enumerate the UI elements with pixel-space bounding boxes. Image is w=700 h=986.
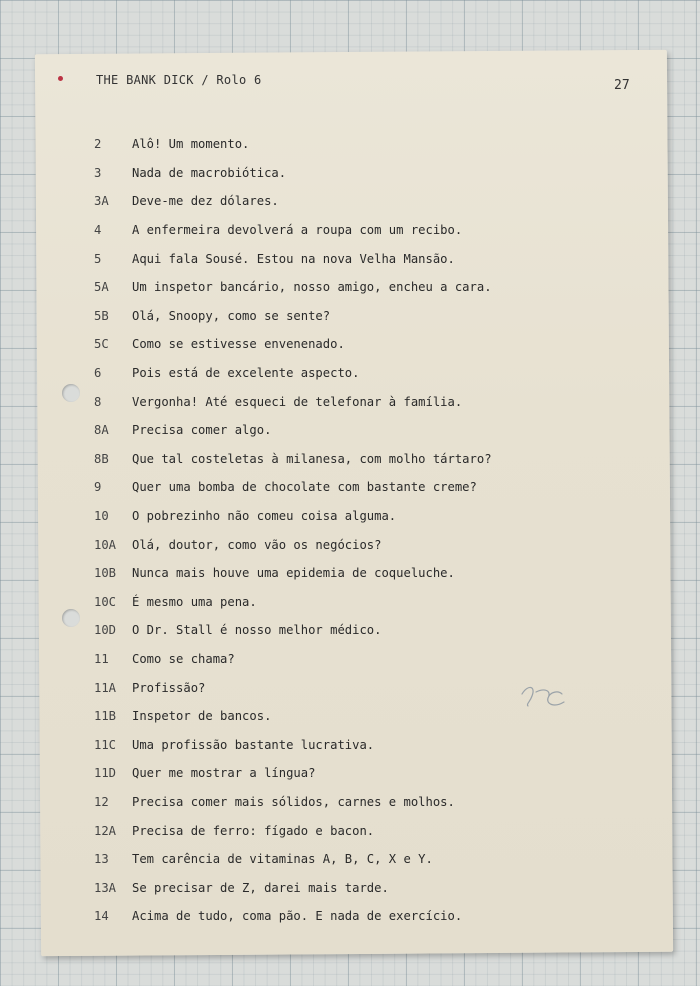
dialogue-line (94, 759, 654, 788)
dialogue-line (94, 902, 654, 931)
line-number: 11 (94, 651, 109, 666)
dialogue-line (94, 445, 654, 474)
line-number: 14 (94, 909, 109, 924)
line-number: 9 (94, 480, 102, 495)
line-number: 12 (94, 794, 109, 809)
handwritten-mark-icon (518, 680, 570, 714)
line-text: Profissão? (132, 680, 206, 695)
line-number: 2 (94, 137, 102, 152)
page-number: 27 (614, 78, 630, 93)
line-number: 8B (94, 451, 109, 466)
line-text: Acima de tudo, coma pão. E nada de exercício. (132, 909, 463, 924)
line-text: Olá, Snoopy, como se sente? (132, 308, 331, 323)
line-text: Que tal costeletas à milanesa, com molho tártaro? (132, 451, 492, 466)
line-text: Como se estivesse envenenado. (132, 337, 345, 352)
line-number: 11C (94, 737, 117, 752)
dialogue-line (94, 530, 654, 559)
line-number: 3A (94, 194, 109, 209)
line-text: Aqui fala Sousé. Estou na nova Velha Mansão. (132, 251, 455, 266)
line-text: Tem carência de vitaminas A, B, C, X e Y. (132, 852, 433, 867)
line-number: 3 (94, 165, 102, 180)
line-number: 6 (94, 366, 102, 381)
line-number: 10D (94, 623, 117, 638)
dialogue-line (94, 330, 654, 359)
dialogue-line (94, 216, 654, 245)
line-text: Um inspetor bancário, nosso amigo, encheu a cara. (132, 280, 492, 295)
line-text: Alô! Um momento. (132, 137, 250, 152)
dialogue-line (94, 845, 654, 874)
line-number: 5 (94, 251, 102, 266)
dialogue-line (94, 673, 654, 702)
line-text: Quer uma bomba de chocolate com bastante creme? (132, 480, 477, 495)
line-number: 8A (94, 423, 109, 438)
dialogue-line (94, 159, 654, 188)
line-text: Precisa de ferro: fígado e bacon. (132, 823, 375, 838)
line-number: 5A (94, 280, 109, 295)
dialogue-line (94, 702, 654, 731)
dialogue-line (94, 187, 654, 216)
line-text: A enfermeira devolverá a roupa com um recibo. (132, 223, 463, 238)
dialogue-line (94, 130, 654, 159)
dialogue-line (94, 502, 654, 531)
line-text: Olá, doutor, como vão os negócios? (132, 537, 382, 552)
dialogue-line (94, 302, 654, 331)
line-text: Pois está de excelente aspecto. (132, 366, 360, 381)
dialogue-line (94, 873, 654, 902)
line-text: Deve-me dez dólares. (132, 194, 279, 209)
line-number: 11A (94, 680, 117, 695)
punch-hole-icon (62, 384, 80, 402)
line-number: 11D (94, 766, 117, 781)
dialogue-line (94, 559, 654, 588)
line-text: Nunca mais houve uma epidemia de coqueluche. (132, 566, 455, 581)
line-number: 11B (94, 709, 117, 724)
red-dot-mark (58, 76, 63, 81)
line-number: 10B (94, 566, 117, 581)
line-text: Uma profissão bastante lucrativa. (132, 737, 375, 752)
line-text: Vergonha! Até esqueci de telefonar à família. (132, 394, 463, 409)
line-number: 10A (94, 537, 117, 552)
dialogue-line (94, 645, 654, 674)
line-number: 5C (94, 337, 109, 352)
dialogue-line (94, 244, 654, 273)
line-number: 8 (94, 394, 102, 409)
page-header-title: THE BANK DICK / Rolo 6 (96, 73, 262, 87)
line-text: Se precisar de Z, darei mais tarde. (132, 880, 389, 895)
line-number: 5B (94, 308, 109, 323)
punch-hole-icon (62, 609, 80, 627)
line-text: É mesmo uma pena. (132, 594, 257, 609)
line-number: 13 (94, 852, 109, 867)
line-text: Precisa comer algo. (132, 423, 272, 438)
dialogue-line (94, 416, 654, 445)
line-number: 10C (94, 594, 117, 609)
line-text: O pobrezinho não comeu coisa alguma. (132, 509, 397, 524)
dialogue-list (94, 130, 654, 931)
dialogue-line (94, 788, 654, 817)
dialogue-line (94, 273, 654, 302)
dialogue-line (94, 387, 654, 416)
line-text: Precisa comer mais sólidos, carnes e molhos. (132, 794, 455, 809)
line-number: 13A (94, 880, 117, 895)
dialogue-line (94, 730, 654, 759)
line-text: Nada de macrobiótica. (132, 165, 287, 180)
line-text: Como se chama? (132, 651, 235, 666)
dialogue-line (94, 359, 654, 388)
dialogue-line (94, 816, 654, 845)
line-number: 12A (94, 823, 117, 838)
dialogue-line (94, 588, 654, 617)
line-number: 4 (94, 223, 102, 238)
line-text: O Dr. Stall é nosso melhor médico. (132, 623, 382, 638)
dialogue-line (94, 473, 654, 502)
dialogue-line (94, 616, 654, 645)
line-text: Inspetor de bancos. (132, 709, 272, 724)
line-text: Quer me mostrar a língua? (132, 766, 316, 781)
line-number: 10 (94, 509, 109, 524)
